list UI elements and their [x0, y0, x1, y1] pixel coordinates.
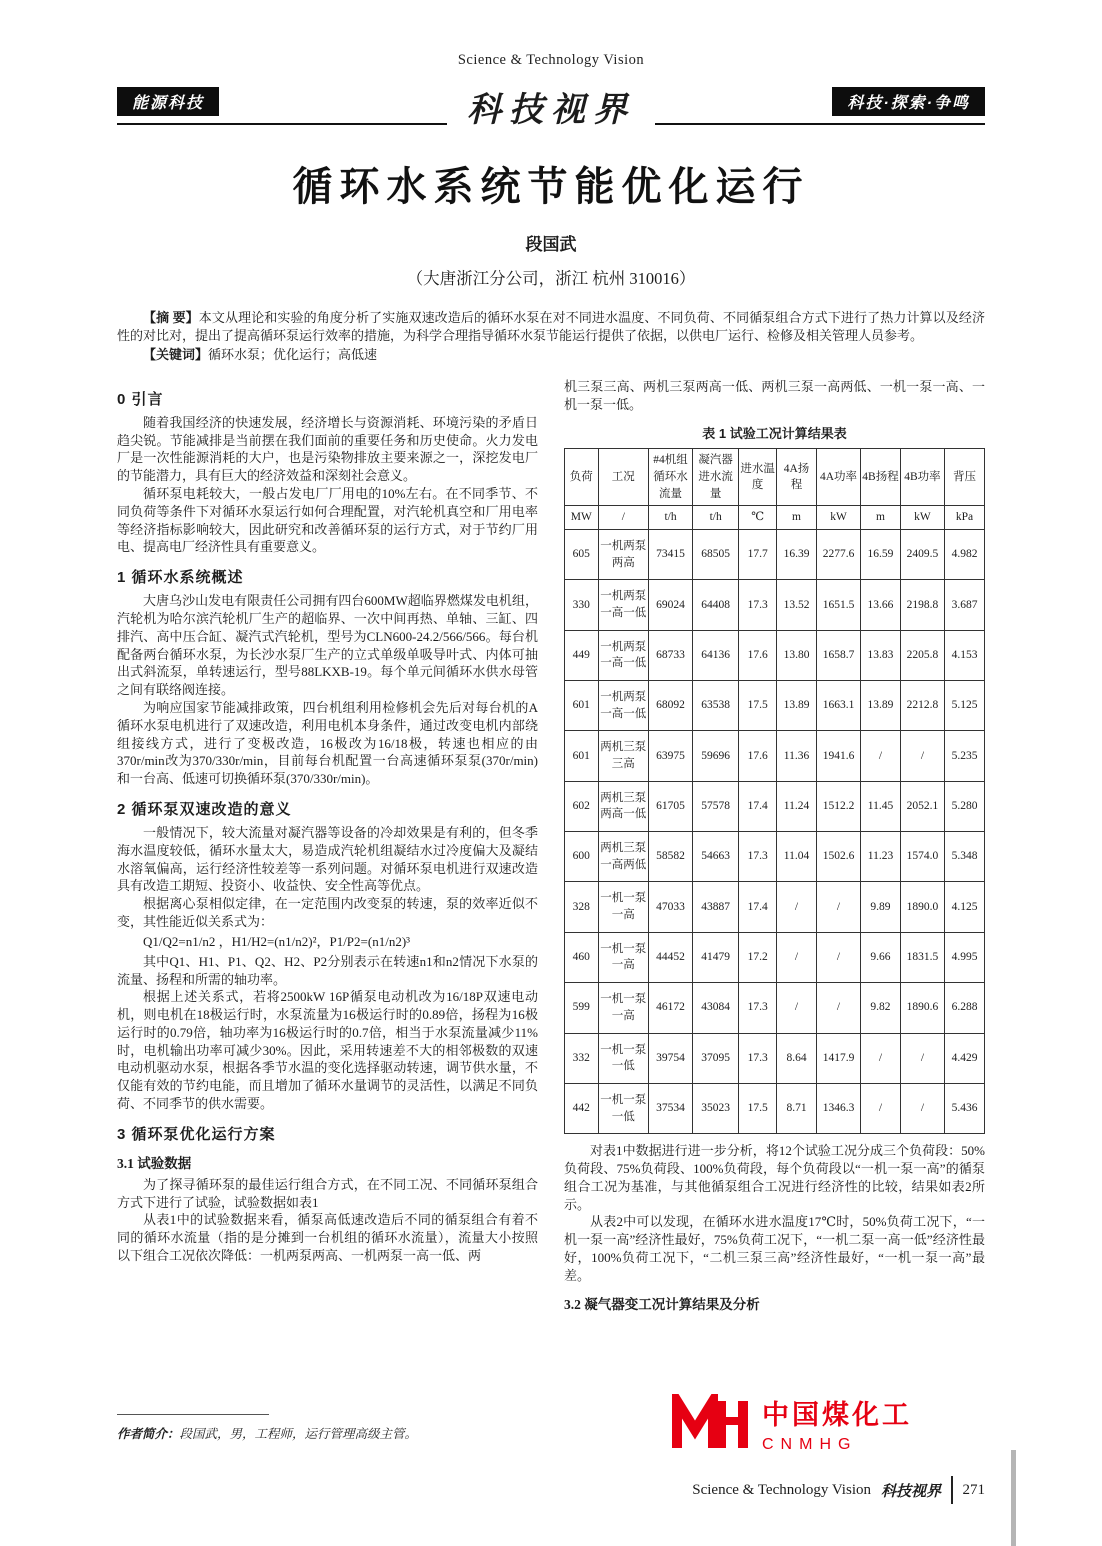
- table-cell: 8.71: [777, 1083, 817, 1133]
- table-cell: /: [900, 1083, 944, 1133]
- table-row: [565, 781, 985, 831]
- paragraph: 机三泵三高、两机三泵两高一低、两机三泵一高两低、一机一泵一高、一机一泵一低。: [564, 378, 985, 412]
- table-cell: 一机一泵一低: [598, 1033, 648, 1083]
- table-cell: 1663.1: [816, 681, 860, 731]
- table-cell: 63975: [648, 731, 692, 781]
- paragraph: 对表1中数据进行进一步分析，将12个试验工况分成三个负荷段：50%负荷段、75%负荷段、100%负荷段，每个负荷段以“一机一泵一高”的循泵组合工况为基准，与其他循泵组合工况进行经济性的比较，结果如表2所示。: [564, 1143, 985, 1212]
- table-cell: 9.66: [861, 932, 901, 982]
- table-cell: 17.3: [739, 580, 777, 630]
- table-row: [565, 530, 985, 580]
- table-cell: 4B扬程: [861, 449, 901, 506]
- table-cell: 37095: [693, 1033, 739, 1083]
- table-cell: 5.125: [945, 681, 985, 731]
- table-row: [565, 1083, 985, 1133]
- table-cell: /: [816, 932, 860, 982]
- table-cell: 11.04: [777, 832, 817, 882]
- table-cell: /: [598, 506, 648, 530]
- abstract-text: 本文从理论和实验的角度分析了实施双速改造后的循环水泵在对不同进水温度、不同负荷、不同循泵组合方式下进行了热力计算以及经济性的对比对，提出了提高循环泵运行效率的措施，为科学合理指导循环水泵节能运行提供了依据，以供电厂运行、检修及相关管理人员参考。: [117, 310, 985, 343]
- paragraph: 随着我国经济的快速发展，经济增长与资源消耗、环境污染的矛盾日趋尖锐。节能减排是当前摆在我们面前的重要任务和历史使命。火力发电厂是一次性能源消耗的大户，也是污染物排放主要来源之一，深挖发电厂的节能潜力，具有巨大的经济效益和深刻社会意义。: [117, 414, 538, 484]
- table-cell: 17.3: [739, 832, 777, 882]
- column-tag-right: 科技·探索·争鸣: [832, 87, 985, 116]
- table-cell: 35023: [693, 1083, 739, 1133]
- table-cell: 1658.7: [816, 630, 860, 680]
- table-cell: 1651.5: [816, 580, 860, 630]
- paragraph: 一般情况下，较大流量对凝汽器等设备的冷却效果是有利的，但冬季海水温度较低，循环水量太大，易造成汽轮机组凝结水过冷度偏大及凝结水溶氧偏高，运行经济性较差等一系列问题。对循环泵电机进行双速改造具有改造工期短、投资小、收益快、安全性高等优点。: [117, 824, 538, 894]
- table-cell: 工况: [598, 449, 648, 506]
- table-cell: 负荷: [565, 449, 599, 506]
- table-cell: 58582: [648, 832, 692, 882]
- table-cell: 4.153: [945, 630, 985, 680]
- table-cell: /: [861, 731, 901, 781]
- page-number: 271: [962, 1481, 985, 1498]
- table-cell: 两机三泵两高一低: [598, 781, 648, 831]
- table-cell: 11.23: [861, 832, 901, 882]
- masthead: [117, 0, 985, 129]
- table-cell: 13.52: [777, 580, 817, 630]
- table-cell: 4.982: [945, 530, 985, 580]
- cnmhg-logo-abbr: CNMHG: [762, 1436, 858, 1453]
- table-cell: 332: [565, 1033, 599, 1083]
- table-cell: 328: [565, 882, 599, 932]
- table-cell: MW: [565, 506, 599, 530]
- table-cell: 330: [565, 580, 599, 630]
- subsection-heading-3-2: 3.2 凝气器变工况计算结果及分析: [564, 1296, 760, 1312]
- table-cell: #4机组循环水流量: [648, 449, 692, 506]
- table-cell: 59696: [693, 731, 739, 781]
- table-cell: 64408: [693, 580, 739, 630]
- table-cell: 一机两泵一高一低: [598, 580, 648, 630]
- table-cell: /: [777, 932, 817, 982]
- paragraph: 为了探寻循环泵的最佳运行组合方式，在不同工况、不同循环泵组合方式下进行了试验，试验数据如表1: [117, 1176, 538, 1210]
- table-cell: /: [777, 983, 817, 1033]
- table-cell: 13.83: [861, 630, 901, 680]
- table-cell: 5.280: [945, 781, 985, 831]
- table-cell: m: [861, 506, 901, 530]
- table-cell: 68505: [693, 530, 739, 580]
- table-cell: 11.36: [777, 731, 817, 781]
- table-cell: 2205.8: [900, 630, 944, 680]
- table-cell: 5.436: [945, 1083, 985, 1133]
- table-cell: 13.89: [777, 681, 817, 731]
- table-row: [565, 1033, 985, 1083]
- section-heading-1: 1 循环水系统概述: [117, 569, 244, 587]
- table-cell: 64136: [693, 630, 739, 680]
- table-cell: 601: [565, 681, 599, 731]
- table-cell: 37534: [648, 1083, 692, 1133]
- table-row: [565, 630, 985, 680]
- table-row: [565, 681, 985, 731]
- table-row: [565, 932, 985, 982]
- footnote-text: 段国武，男，工程师，运行管理高级主管。: [179, 1427, 418, 1441]
- table-cell: 17.5: [739, 681, 777, 731]
- paragraph: 其中Q1、H1、P1、Q2、H2、P2分别表示在转速n1和n2情况下水泵的流量、扬程和所需的轴功率。: [117, 953, 538, 987]
- author-bio-footnote: [117, 1414, 557, 1442]
- footer-journal-cn: 科技视界: [880, 1483, 941, 1500]
- section-heading-0: 0 引言: [117, 390, 164, 408]
- table-cell: 600: [565, 832, 599, 882]
- table-units-row: [565, 506, 985, 530]
- table-cell: 一机一泵一高: [598, 983, 648, 1033]
- table-cell: /: [777, 882, 817, 932]
- keywords: [117, 346, 985, 364]
- table-cell: 4.429: [945, 1033, 985, 1083]
- article-body: [117, 378, 985, 1400]
- section-heading-2: 2 循环泵双速改造的意义: [117, 800, 292, 818]
- formula: Q1/Q2=n1/n2 ，H1/H2=(n1/n2)²，P1/P2=(n1/n2)³: [143, 933, 411, 949]
- article-title: 循环水系统节能优化运行: [292, 165, 810, 209]
- left-column: [117, 378, 538, 1400]
- footnote-rule: [117, 1414, 269, 1415]
- table-cell: 602: [565, 781, 599, 831]
- table-cell: 一机两泵一高一低: [598, 681, 648, 731]
- table-cell: /: [861, 1033, 901, 1083]
- table-cell: 背压: [945, 449, 985, 506]
- table-cell: 17.4: [739, 781, 777, 831]
- table-cell: 4.995: [945, 932, 985, 982]
- table-cell: 1512.2: [816, 781, 860, 831]
- right-column: [564, 378, 985, 1400]
- table-cell: 13.89: [861, 681, 901, 731]
- table-cell: 9.89: [861, 882, 901, 932]
- table-cell: 两机三泵三高: [598, 731, 648, 781]
- table1: [564, 448, 985, 1134]
- table-cell: kPa: [945, 506, 985, 530]
- paragraph: 根据离心泵相似定律，在一定范围内改变泵的转速，泵的效率近似不变，其性能近似关系式为：: [117, 896, 538, 929]
- subsection-heading-3-1: 3.1 试验数据: [117, 1155, 192, 1171]
- table-cell: 4A功率: [816, 449, 860, 506]
- cnmhg-logo-name: 中国煤化工: [762, 1400, 912, 1430]
- table-cell: 17.4: [739, 882, 777, 932]
- table-cell: 1346.3: [816, 1083, 860, 1133]
- masthead-row: [117, 79, 985, 129]
- table-cell: 449: [565, 630, 599, 680]
- table-cell: 605: [565, 530, 599, 580]
- paragraph: 大唐乌沙山发电有限责任公司拥有四台600MW超临界燃煤发电机组，汽轮机为哈尔滨汽轮机厂生产的超临界、一次中间再热、单轴、三缸、四排汽、高中压合缸、凝汽式汽轮机，型号为CLN600-24.2/566/566。每台机配备两台循环水泵，为长沙水泵厂生产的立式单级单吸导叶式、内体可抽出式斜流泵，单转速运行，型号88LKXB-19。每个单元间循环水供水母管之间有联络阀连接。: [117, 593, 538, 698]
- paragraph: 从表2中可以发现，在循环水进水温度17℃时，50%负荷工况下，“一机一泵一高”经济性最好，75%负荷工况下，“一机二泵一高一低”经济性最好，100%负荷工况下，“二机三泵三高”经济性最好，“一机一泵一高”最差。: [564, 1214, 985, 1283]
- table-cell: m: [777, 506, 817, 530]
- table-cell: 2212.8: [900, 681, 944, 731]
- table-cell: 63538: [693, 681, 739, 731]
- affiliation: （大唐浙江分公司，浙江 杭州 310016）: [406, 269, 696, 288]
- table-cell: 2277.6: [816, 530, 860, 580]
- table-cell: 460: [565, 932, 599, 982]
- page-footer: [692, 1476, 985, 1504]
- table-cell: 2052.1: [900, 781, 944, 831]
- abstract: [117, 309, 985, 344]
- table-cell: 一机一泵一高: [598, 932, 648, 982]
- table-cell: 进水温度: [739, 449, 777, 506]
- table-cell: 11.45: [861, 781, 901, 831]
- table-cell: 1890.6: [900, 983, 944, 1033]
- table-cell: 1941.6: [816, 731, 860, 781]
- table-cell: 9.82: [861, 983, 901, 1033]
- table-cell: 5.235: [945, 731, 985, 781]
- table-cell: 41479: [693, 932, 739, 982]
- table-cell: 73415: [648, 530, 692, 580]
- abstract-label: 【摘 要】: [143, 310, 199, 325]
- table-cell: 39754: [648, 1033, 692, 1083]
- table-cell: kW: [900, 506, 944, 530]
- table-cell: 4B功率: [900, 449, 944, 506]
- table-cell: 61705: [648, 781, 692, 831]
- section-heading-3: 3 循环泵优化运行方案: [117, 1125, 276, 1143]
- journal-name-en: Science & Technology Vision: [457, 52, 645, 68]
- table-cell: kW: [816, 506, 860, 530]
- table-cell: /: [861, 1083, 901, 1133]
- table-cell: 44452: [648, 932, 692, 982]
- table-cell: 1502.6: [816, 832, 860, 882]
- table-cell: 17.6: [739, 630, 777, 680]
- footer-divider: [951, 1476, 953, 1504]
- table-cell: 2409.5: [900, 530, 944, 580]
- table-cell: 17.5: [739, 1083, 777, 1133]
- table-cell: 2198.8: [900, 580, 944, 630]
- table-cell: /: [900, 731, 944, 781]
- table-row: [565, 983, 985, 1033]
- table-cell: 68092: [648, 681, 692, 731]
- table-cell: ℃: [739, 506, 777, 530]
- table-cell: 17.3: [739, 983, 777, 1033]
- table-cell: /: [900, 1033, 944, 1083]
- table-cell: 凝汽器进水流量: [693, 449, 739, 506]
- table-cell: 13.66: [861, 580, 901, 630]
- table-cell: 11.24: [777, 781, 817, 831]
- table-cell: 一机一泵一低: [598, 1083, 648, 1133]
- author-name: 段国武: [525, 235, 577, 254]
- cnmhg-logo: [672, 1393, 912, 1454]
- table-cell: 17.7: [739, 530, 777, 580]
- table-cell: 601: [565, 731, 599, 781]
- table-cell: 1890.0: [900, 882, 944, 932]
- table-cell: 46172: [648, 983, 692, 1033]
- table-header-row: [565, 449, 985, 506]
- table-cell: 1831.5: [900, 932, 944, 982]
- table-cell: 69024: [648, 580, 692, 630]
- table-cell: 57578: [693, 781, 739, 831]
- table-cell: 68733: [648, 630, 692, 680]
- table-cell: 16.39: [777, 530, 817, 580]
- footer-journal-en: Science & Technology Vision: [692, 1481, 871, 1498]
- table-cell: 两机三泵一高两低: [598, 832, 648, 882]
- table-row: [565, 832, 985, 882]
- table-cell: /: [816, 983, 860, 1033]
- table-cell: 4.125: [945, 882, 985, 932]
- table-cell: 54663: [693, 832, 739, 882]
- table-cell: 17.3: [739, 1033, 777, 1083]
- table-row: [565, 731, 985, 781]
- table-cell: t/h: [648, 506, 692, 530]
- footnote-label: 作者简介：: [117, 1427, 180, 1441]
- table-cell: 599: [565, 983, 599, 1033]
- table-cell: 17.2: [739, 932, 777, 982]
- column-tag-left: 能源科技: [117, 87, 219, 116]
- table-cell: 17.6: [739, 731, 777, 781]
- table1-head: [565, 449, 985, 530]
- table-cell: 一机一泵一高: [598, 882, 648, 932]
- table-cell: 1417.9: [816, 1033, 860, 1083]
- table-cell: 1574.0: [900, 832, 944, 882]
- table-cell: 8.64: [777, 1033, 817, 1083]
- table-cell: 442: [565, 1083, 599, 1133]
- table-cell: t/h: [693, 506, 739, 530]
- table-cell: 4A扬程: [777, 449, 817, 506]
- table-cell: 6.288: [945, 983, 985, 1033]
- table-cell: 5.348: [945, 832, 985, 882]
- table-row: [565, 882, 985, 932]
- table-cell: 47033: [648, 882, 692, 932]
- table-row: [565, 580, 985, 630]
- table-cell: /: [816, 882, 860, 932]
- table-cell: 3.687: [945, 580, 985, 630]
- table1-body: [565, 530, 985, 1134]
- paragraph: 循环泵电耗较大，一般占发电厂厂用电的10%左右。在不同季节、不同负荷等条件下对循环水泵运行如何合理配置，对汽轮机真空和厂用电率等经济指标影响较大，因此研究和改善循环泵的运行方式，对于节约厂用电、提高电厂经济性具有重要意义。: [117, 485, 538, 555]
- table-cell: 43887: [693, 882, 739, 932]
- keywords-label: 【关键词】: [143, 347, 209, 363]
- paragraph: 根据上述关系式，若将2500kW 16P循泵电动机改为16/18P双速电动机，则电机在18极运行时，水泵流量为16极运行时的0.89倍，扬程为16极运行时的0.79倍，轴功率为16极运行时的0.7倍，相当于水泵流量减少11%时，电机输出功率可减少30%。因此，采用转速差不大的相邻极数的双速电动机驱动水泵，根据各季节水温的变化选择驱动转速，调节供水量，不仅能有效的节约电能，而且增加了循环水量调节的灵活性，以满足不同负荷、不同季节的供水需要。: [117, 989, 538, 1112]
- right-edge-rule: [1011, 1450, 1016, 1546]
- table-cell: 43084: [693, 983, 739, 1033]
- table1-caption: 表 1 试验工况计算结果表: [702, 426, 847, 442]
- paragraph: 从表1中的试验数据来看，循泵高低速改造后不同的循泵组合有着不同的循环水流量（指的是分摊到一台机组的循环水流量），流量大小按照以下组合工况依次降低：一机两泵两高、一机两泵一高一低、两: [117, 1212, 538, 1264]
- table-cell: 13.80: [777, 630, 817, 680]
- keywords-text: 循环水泵；优化运行；高低速: [208, 347, 378, 363]
- journal-name-cn: 科技视界: [447, 82, 655, 131]
- table-cell: 一机两泵两高: [598, 530, 648, 580]
- cnmhg-logo-text: [762, 1393, 912, 1454]
- table-cell: 一机两泵一高一低: [598, 630, 648, 680]
- cnmhg-logo-icon: [672, 1394, 748, 1453]
- paragraph: 为响应国家节能减排政策，四台机组利用检修机会先后对每台机的A循环水泵电机进行了双速改造，利用电机本身条件，通过改变电机内部绕组接线方式，进行了变极改造，16极改为16/18极，转速也相应的由370r/min改为370/330r/min，目前每台机配置一台高速循环泵泵(370r/min)和一台高、低速可切换循环泵(370/330r/min)。: [117, 699, 538, 787]
- table-cell: 16.59: [861, 530, 901, 580]
